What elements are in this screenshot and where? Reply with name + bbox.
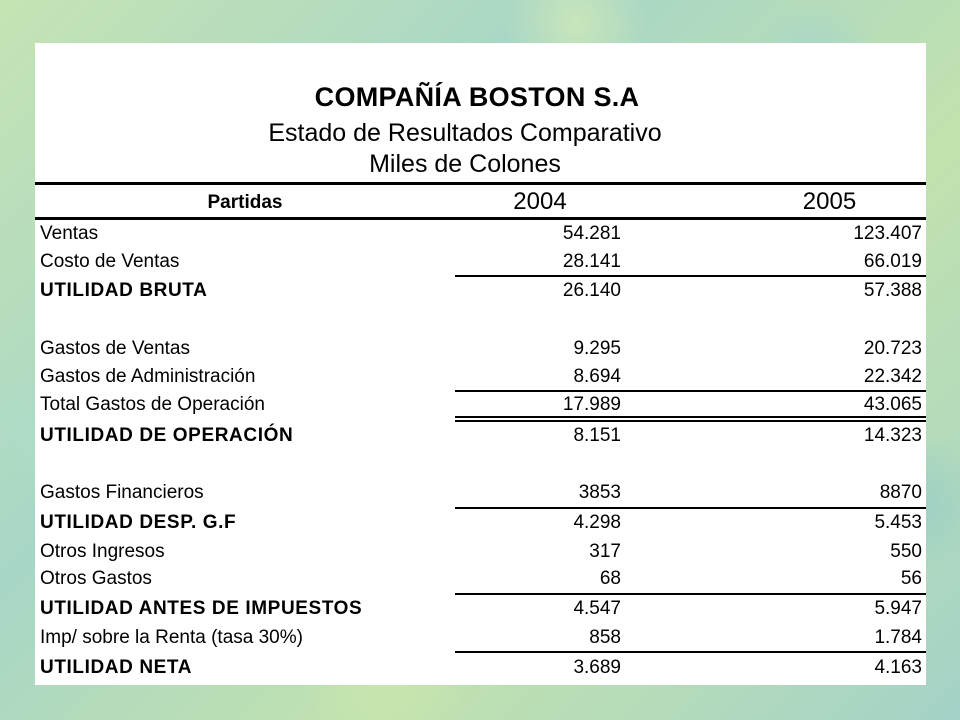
value-2005: 57.388 (863, 280, 922, 301)
row-label: UTILIDAD NETA (40, 657, 193, 678)
row-label: Otros Gastos (40, 568, 152, 589)
column-header-partidas: Partidas (207, 192, 283, 213)
double-rule-top (455, 416, 926, 418)
column-header-2005: 2005 (802, 188, 857, 215)
value-2004: 3853 (578, 482, 621, 503)
row-label: Ventas (40, 223, 99, 244)
value-2004: 317 (589, 541, 621, 562)
table-row (35, 537, 926, 565)
row-label: Gastos de Administración (40, 366, 256, 387)
value-2005: 5.453 (874, 512, 922, 533)
row-label: UTILIDAD DE OPERACIÓN (40, 425, 294, 446)
value-2005: 66.019 (863, 251, 922, 272)
income-statement-sheet (35, 43, 926, 685)
table-row (35, 508, 926, 536)
column-header-2004: 2004 (513, 188, 567, 215)
value-2005: 5.947 (874, 598, 922, 619)
value-2005: 22.342 (863, 366, 922, 387)
value-2004: 4.547 (573, 598, 621, 619)
value-2005: 4.163 (874, 657, 922, 678)
table-row (35, 594, 926, 622)
report-header (35, 43, 926, 183)
value-2004: 28.141 (562, 251, 621, 272)
table-row (35, 219, 926, 247)
row-label: Otros Ingresos (40, 541, 165, 562)
table-row (35, 247, 926, 275)
table-row (35, 390, 926, 418)
value-2004: 9.295 (573, 338, 621, 359)
table-row (35, 362, 926, 390)
value-2004: 17.989 (562, 394, 621, 415)
value-2005: 56 (900, 568, 922, 589)
value-2005: 123.407 (853, 223, 922, 244)
table-row (35, 478, 926, 506)
value-2004: 3.689 (573, 657, 621, 678)
value-2005: 1.784 (874, 627, 922, 648)
row-label: UTILIDAD BRUTA (40, 280, 208, 301)
company-name: COMPAÑÍA BOSTON S.A (314, 82, 640, 112)
value-2004: 8.151 (573, 425, 621, 446)
table-row (35, 623, 926, 651)
value-2005: 8870 (879, 482, 922, 503)
table-row (35, 564, 926, 592)
row-label: Total Gastos de Operación (40, 394, 265, 415)
row-label: Imp/ sobre la Renta (tasa 30%) (40, 627, 303, 648)
report-units: Miles de Colones (369, 150, 561, 178)
value-2005: 20.723 (863, 338, 922, 359)
value-2005: 14.323 (863, 425, 922, 446)
value-2004: 68 (599, 568, 621, 589)
report-title: Estado de Resultados Comparativo (268, 119, 662, 147)
row-label: Costo de Ventas (40, 251, 180, 272)
table-row (35, 334, 926, 362)
row-label: UTILIDAD DESP. G.F (40, 512, 237, 533)
value-2004: 8.694 (573, 366, 621, 387)
value-2004: 858 (589, 627, 621, 648)
value-2005: 43.065 (863, 394, 922, 415)
table-header (35, 184, 926, 219)
table-row (35, 653, 926, 681)
table-row (35, 276, 926, 304)
row-label: Gastos de Ventas (40, 338, 190, 359)
value-2004: 54.281 (562, 223, 621, 244)
table-row (35, 421, 926, 449)
row-label: UTILIDAD ANTES DE IMPUESTOS (40, 598, 363, 619)
value-2004: 26.140 (562, 280, 621, 301)
value-2005: 550 (890, 541, 922, 562)
value-2004: 4.298 (573, 512, 621, 533)
row-label: Gastos Financieros (40, 482, 204, 503)
